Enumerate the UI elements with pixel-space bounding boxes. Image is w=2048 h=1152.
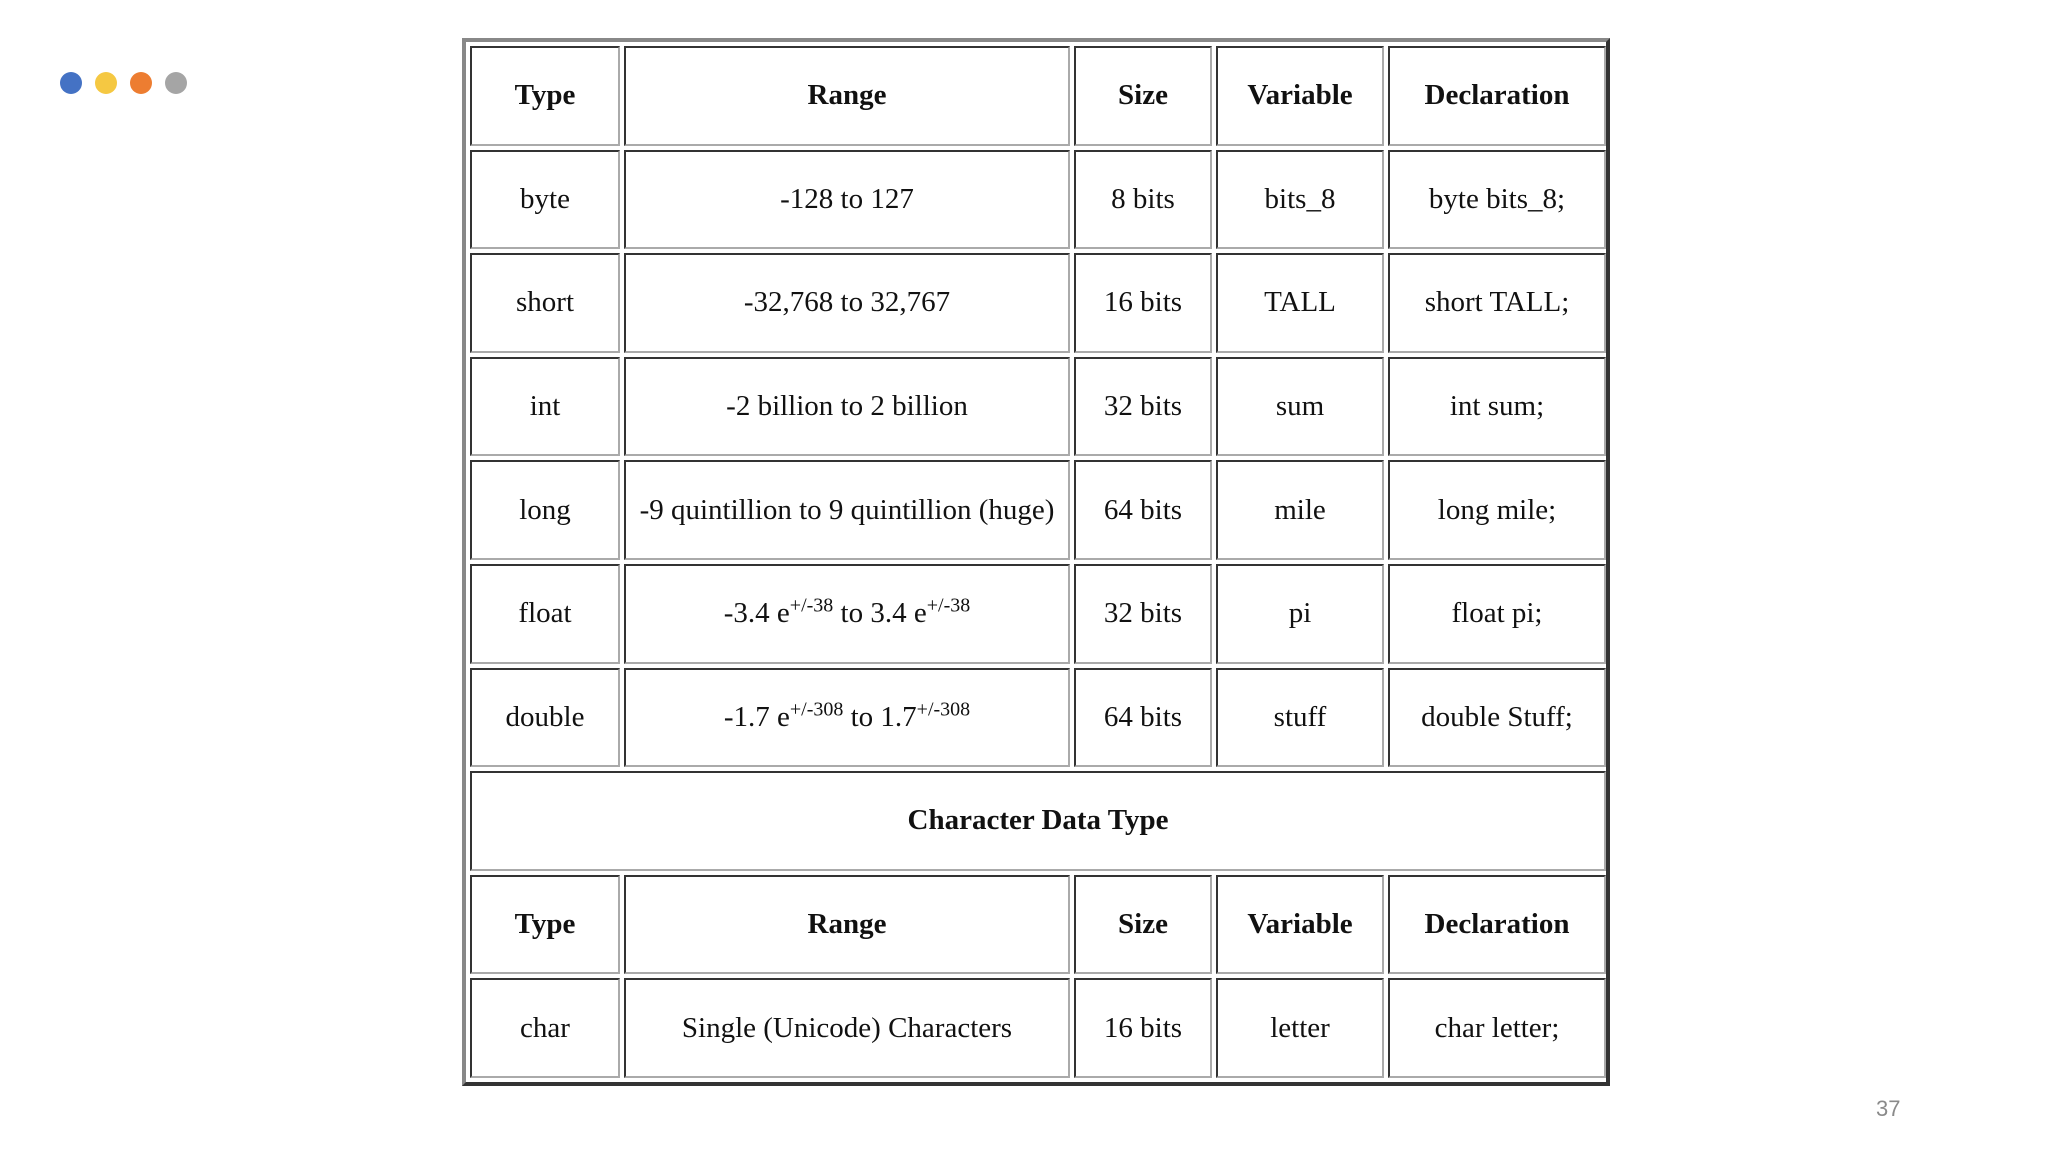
table-row <box>470 460 1606 560</box>
header-size: Size <box>1074 46 1212 146</box>
range-start-exponent: +/-38 <box>789 594 834 617</box>
table-row <box>470 668 1606 768</box>
cell-size: 8 bits <box>1074 150 1212 250</box>
cell-range: -128 to 127 <box>624 150 1070 250</box>
range-end: to 3.4 e <box>833 597 927 630</box>
cell-variable: sum <box>1216 357 1384 457</box>
blue-dot-icon <box>60 72 82 94</box>
cell-declaration: int sum; <box>1388 357 1606 457</box>
cell-size: 64 bits <box>1074 460 1212 560</box>
cell-declaration: short TALL; <box>1388 253 1606 353</box>
cell-range: Single (Unicode) Characters <box>624 978 1070 1078</box>
cell-range <box>624 668 1070 768</box>
header-range: Range <box>624 875 1070 975</box>
cell-type: float <box>470 564 620 664</box>
range-start: -3.4 e <box>723 597 790 630</box>
cell-range: -9 quintillion to 9 quintillion (huge) <box>624 460 1070 560</box>
table-row <box>470 978 1606 1078</box>
cell-variable: letter <box>1216 978 1384 1078</box>
cell-size: 64 bits <box>1074 668 1212 768</box>
gray-dot-icon <box>165 72 187 94</box>
cell-declaration: float pi; <box>1388 564 1606 664</box>
table-row <box>470 564 1606 664</box>
cell-size: 16 bits <box>1074 978 1212 1078</box>
table-header-row <box>470 46 1606 146</box>
page-number: 37 <box>1876 1096 1901 1121</box>
cell-range: -32,768 to 32,767 <box>624 253 1070 353</box>
cell-type: byte <box>470 150 620 250</box>
data-types-table-frame <box>462 38 1610 1086</box>
cell-size: 32 bits <box>1074 564 1212 664</box>
header-declaration: Declaration <box>1388 875 1606 975</box>
range-end-exponent: +/-38 <box>926 594 971 617</box>
cell-type: long <box>470 460 620 560</box>
cell-type: short <box>470 253 620 353</box>
header-variable: Variable <box>1216 46 1384 146</box>
table-row <box>470 253 1606 353</box>
cell-declaration: char letter; <box>1388 978 1606 1078</box>
cell-variable: mile <box>1216 460 1384 560</box>
cell-variable: bits_8 <box>1216 150 1384 250</box>
cell-type: char <box>470 978 620 1078</box>
header-type: Type <box>470 875 620 975</box>
range-end-exponent: +/-308 <box>916 698 971 721</box>
cell-declaration: byte bits_8; <box>1388 150 1606 250</box>
range-end: to 1.7 <box>843 700 917 733</box>
section-title: Character Data Type <box>470 771 1606 871</box>
header-size: Size <box>1074 875 1212 975</box>
cell-declaration: double Stuff; <box>1388 668 1606 768</box>
cell-variable: pi <box>1216 564 1384 664</box>
header-type: Type <box>470 46 620 146</box>
cell-type: int <box>470 357 620 457</box>
cell-variable: TALL <box>1216 253 1384 353</box>
char-header-row <box>470 875 1606 975</box>
header-declaration: Declaration <box>1388 46 1606 146</box>
orange-dot-icon <box>130 72 152 94</box>
range-start-exponent: +/-308 <box>789 698 844 721</box>
data-types-table <box>466 42 1610 1082</box>
cell-variable: stuff <box>1216 668 1384 768</box>
cell-range: -2 billion to 2 billion <box>624 357 1070 457</box>
header-range: Range <box>624 46 1070 146</box>
cell-type: double <box>470 668 620 768</box>
cell-size: 32 bits <box>1074 357 1212 457</box>
table-row <box>470 150 1606 250</box>
cell-range <box>624 564 1070 664</box>
header-variable: Variable <box>1216 875 1384 975</box>
table-row <box>470 357 1606 457</box>
cell-size: 16 bits <box>1074 253 1212 353</box>
cell-declaration: long mile; <box>1388 460 1606 560</box>
decorative-dots <box>60 72 187 94</box>
range-start: -1.7 e <box>723 700 790 733</box>
yellow-dot-icon <box>95 72 117 94</box>
section-title-row <box>470 771 1606 871</box>
